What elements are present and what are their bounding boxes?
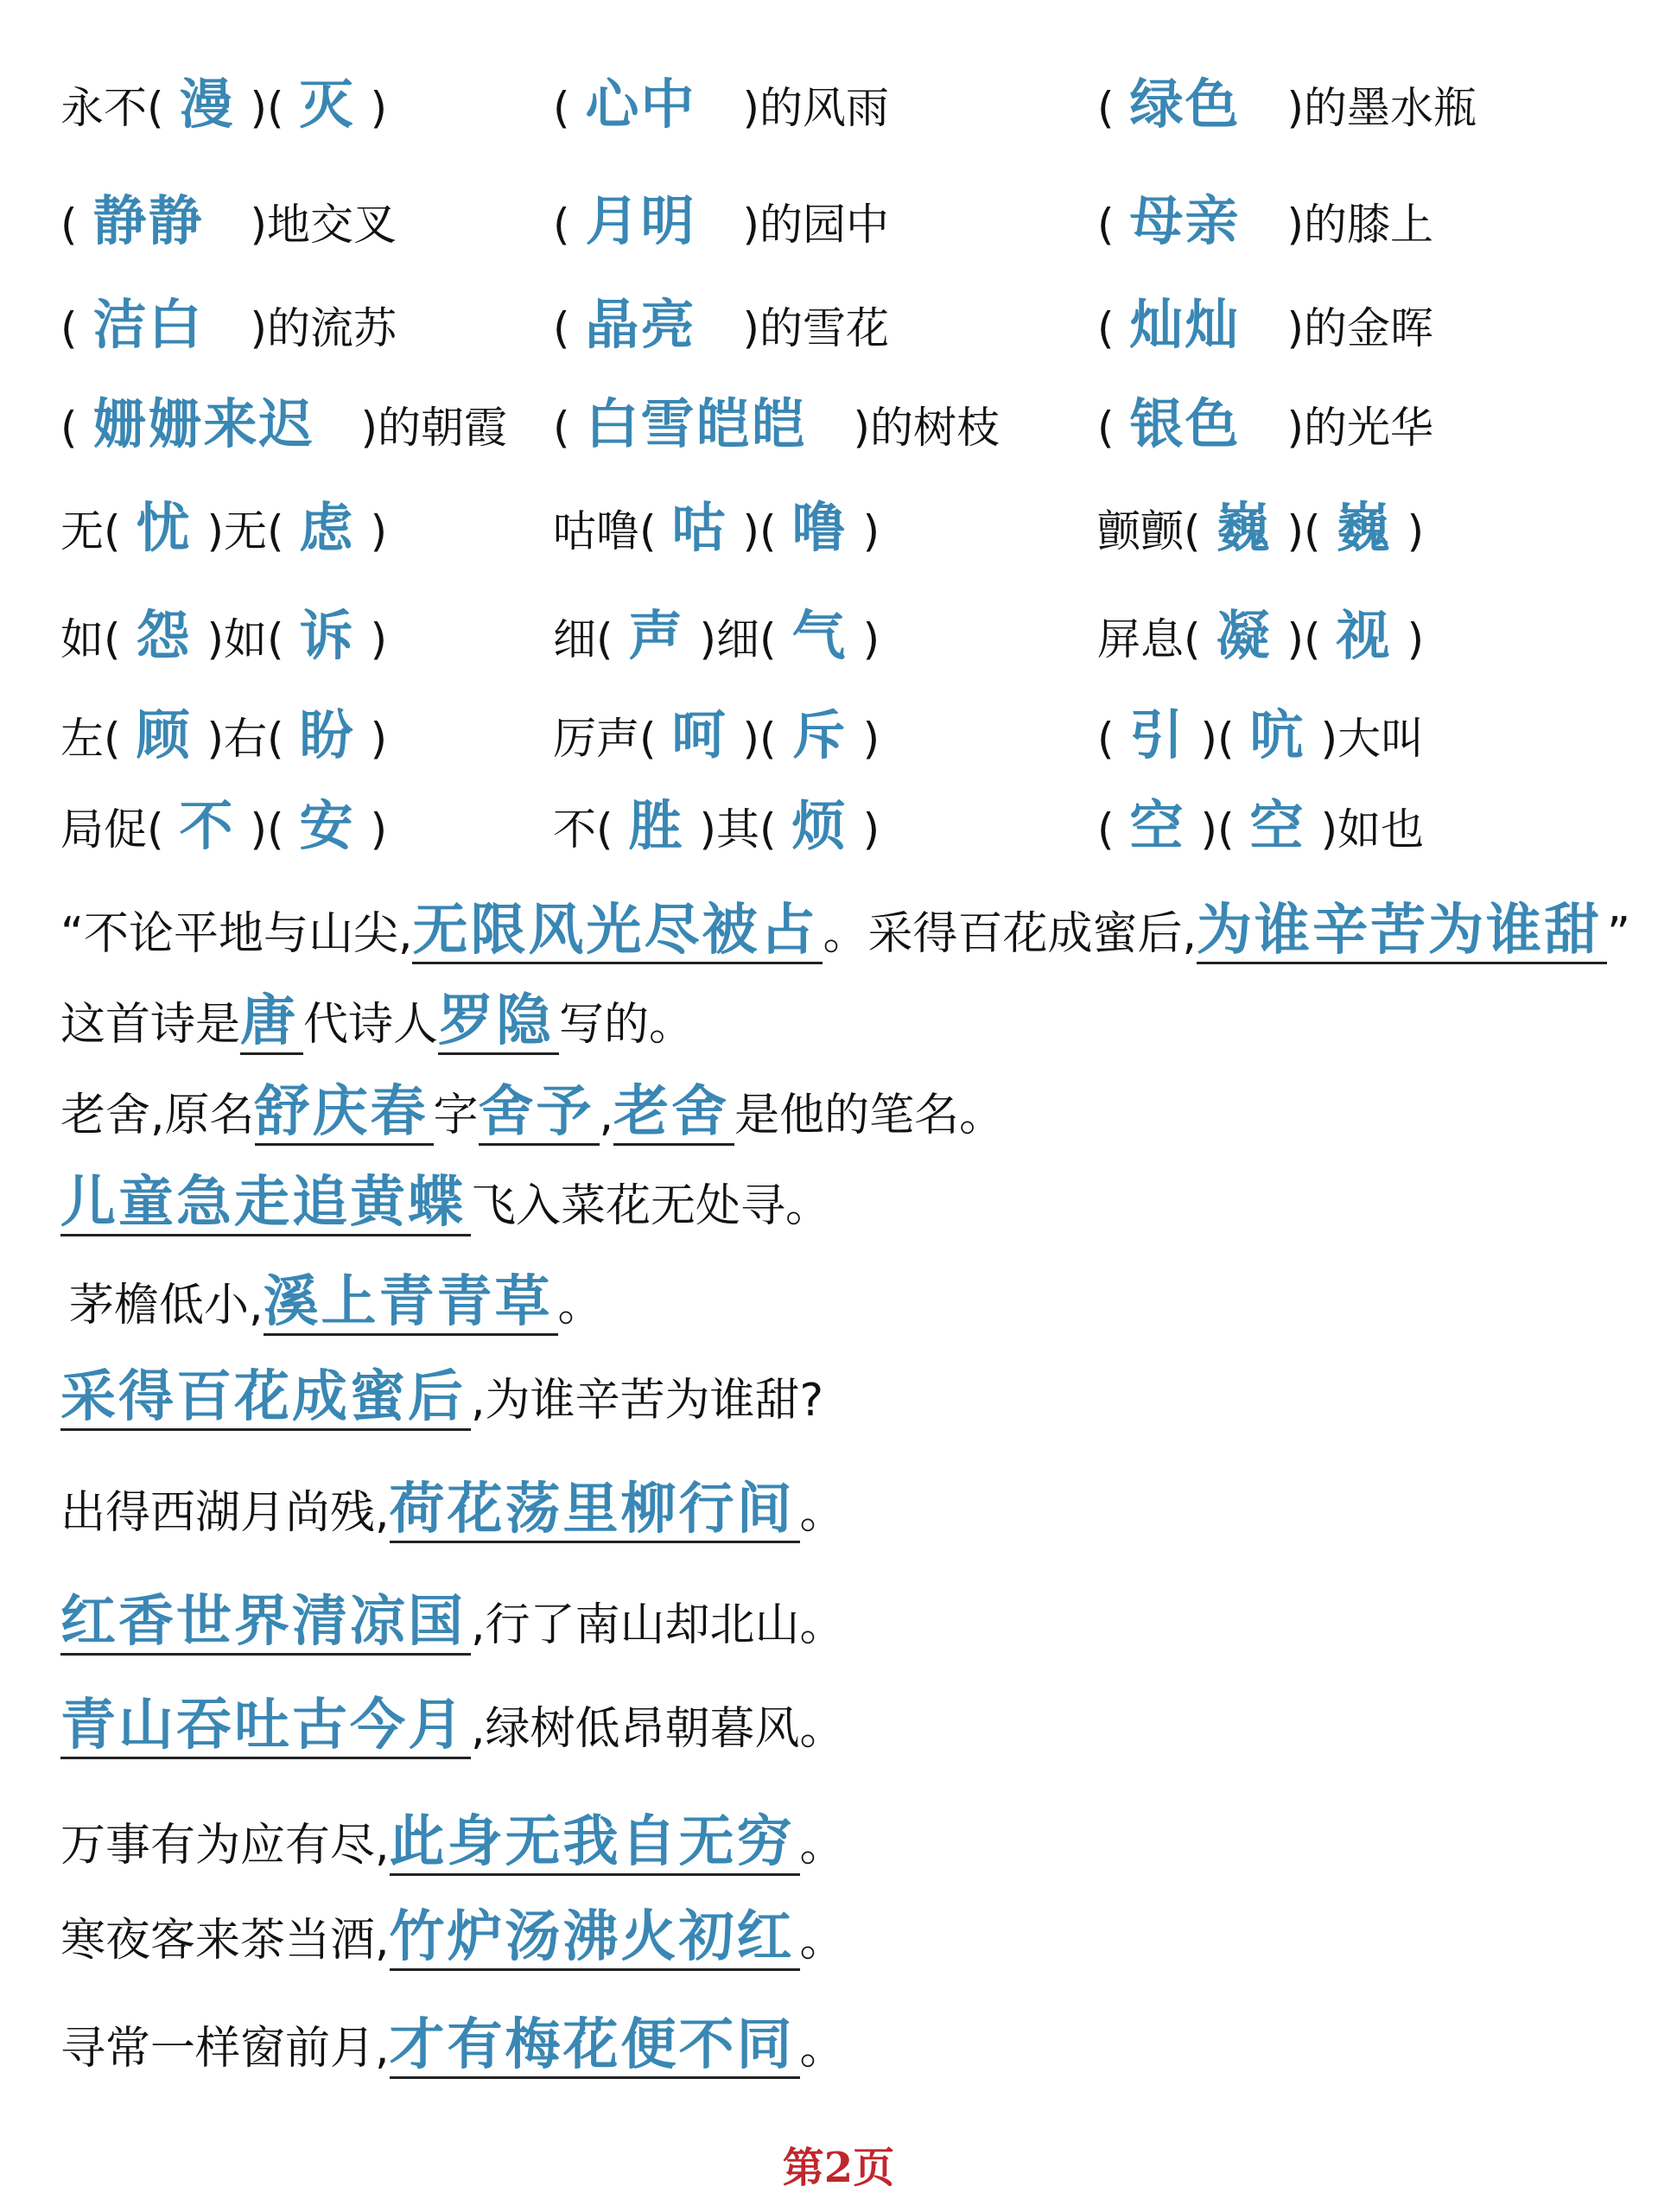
prompt-text: ,为谁辛苦为谁甜? xyxy=(471,1375,824,1427)
prompt-text: 。 xyxy=(799,1487,845,1539)
vocab-item xyxy=(553,496,880,559)
fill-line xyxy=(60,899,1630,964)
prompt-text: ) xyxy=(370,804,388,855)
prompt-text: )如也 xyxy=(1320,804,1425,855)
answer-text: 顾 xyxy=(136,703,192,766)
prompt-text: 厉声( xyxy=(553,714,657,764)
prompt-text: ( xyxy=(60,200,78,250)
prompt-text: 茅檐低小, xyxy=(69,1280,264,1332)
answer-text: 灭 xyxy=(299,73,355,136)
answer-text: 巍 xyxy=(1336,496,1392,559)
prompt-text: 局促( xyxy=(60,804,164,855)
prompt-text: )的金晖 xyxy=(1286,303,1434,353)
prompt-text: )的风雨 xyxy=(742,83,890,133)
prompt-text: 出得西湖月尚残, xyxy=(60,1487,390,1539)
answer-text: 胜 xyxy=(628,794,684,857)
prompt-text: ) xyxy=(862,506,880,556)
prompt-text: ,绿树低昂朝暮风。 xyxy=(471,1703,845,1755)
answer-text: 视 xyxy=(1336,604,1392,667)
fill-line xyxy=(69,1270,603,1336)
prompt-text: )的膝上 xyxy=(1286,200,1434,250)
prompt-text: ( xyxy=(553,303,570,353)
prompt-text: ( xyxy=(1097,303,1115,353)
prompt-text: )的雪花 xyxy=(742,303,890,353)
prompt-text: 。 xyxy=(799,2023,845,2075)
prompt-text: )( xyxy=(1200,714,1235,764)
prompt-text: ) xyxy=(370,614,388,664)
answer-fill: 此身无我自无穷 xyxy=(390,1815,800,1876)
prompt-text: )( xyxy=(250,83,284,133)
answer-text: 母亲 xyxy=(1129,189,1241,252)
answer-text: 空 xyxy=(1249,794,1305,857)
answer-text: 凝 xyxy=(1216,604,1272,667)
prompt-text: ” xyxy=(1607,908,1630,960)
answer-fill: 采得百花成蜜后 xyxy=(60,1370,471,1431)
prompt-text: 飞入菜花无处寻。 xyxy=(471,1180,831,1232)
prompt-text: ) xyxy=(862,804,880,855)
prompt-text: )的树枝 xyxy=(853,403,1000,453)
answer-fill: 儿童急走追黄蝶 xyxy=(60,1175,471,1236)
prompt-text: )( xyxy=(250,804,284,855)
fill-line xyxy=(60,1478,845,1543)
vocab-item xyxy=(553,73,890,136)
prompt-text: 。采得百花成蜜后, xyxy=(823,908,1197,960)
prompt-text: ( xyxy=(1097,714,1115,764)
prompt-text: 寻常一样窗前月, xyxy=(60,2023,390,2075)
vocab-item xyxy=(60,604,388,667)
vocab-item xyxy=(1097,392,1434,455)
prompt-text: ( xyxy=(60,403,78,453)
prompt-text: 是他的笔名。 xyxy=(734,1090,1005,1141)
prompt-text: 永不( xyxy=(60,83,164,133)
vocab-item xyxy=(1097,189,1434,252)
prompt-text: )其( xyxy=(699,804,777,855)
vocab-item xyxy=(60,392,508,455)
prompt-text: ) xyxy=(370,506,388,556)
answer-text: 白雪皑皑 xyxy=(585,392,807,455)
fill-line xyxy=(60,1810,845,1876)
prompt-text: 寒夜客来茶当酒, xyxy=(60,1915,390,1967)
answer-text: 巍 xyxy=(1216,496,1272,559)
prompt-text: ) xyxy=(862,614,880,664)
prompt-text: 无( xyxy=(60,506,121,556)
vocab-item xyxy=(1097,73,1477,136)
vocab-item xyxy=(553,189,890,252)
vocab-item xyxy=(60,293,397,356)
answer-text: 姗姗来迟 xyxy=(92,392,314,455)
prompt-text: 写的。 xyxy=(559,999,695,1051)
prompt-text: )的墨水瓶 xyxy=(1286,83,1477,133)
answer-text: 诉 xyxy=(299,604,355,667)
answer-fill: 溪上青青草 xyxy=(264,1274,558,1336)
answer-text: 不 xyxy=(179,794,235,857)
vocab-item xyxy=(553,293,890,356)
answer-text: 声 xyxy=(628,604,684,667)
prompt-text: )的朝霞 xyxy=(360,403,508,453)
vocab-item xyxy=(1097,496,1425,559)
prompt-text: 。 xyxy=(799,1820,845,1872)
answer-fill: 罗隐 xyxy=(438,994,559,1055)
vocab-item xyxy=(60,73,388,136)
vocab-item xyxy=(553,604,880,667)
prompt-text: ) xyxy=(370,83,388,133)
answer-text: 虑 xyxy=(299,496,355,559)
answer-text: 烦 xyxy=(791,794,848,857)
answer-text: 噜 xyxy=(791,496,848,559)
fill-line xyxy=(60,989,695,1055)
vocab-item xyxy=(1097,604,1425,667)
prompt-text: )无( xyxy=(206,506,284,556)
answer-fill: 老舍 xyxy=(613,1084,734,1146)
answer-text: 空 xyxy=(1129,794,1185,857)
answer-text: 灿灿 xyxy=(1129,293,1241,356)
answer-text: 斥 xyxy=(791,703,848,766)
vocab-item xyxy=(1097,794,1425,857)
prompt-text: 如( xyxy=(60,614,121,664)
prompt-text: )如( xyxy=(206,614,284,664)
prompt-text: 颤颤( xyxy=(1097,506,1201,556)
page-number: 第2页 xyxy=(782,2144,895,2192)
fill-line xyxy=(60,1905,845,1971)
prompt-text: ) xyxy=(862,714,880,764)
prompt-text: ( xyxy=(1097,83,1115,133)
fill-line xyxy=(60,2013,845,2079)
prompt-text: )细( xyxy=(699,614,777,664)
prompt-text: ,行了南山却北山。 xyxy=(471,1599,845,1651)
prompt-text: )右( xyxy=(206,714,284,764)
prompt-text: ( xyxy=(1097,200,1115,250)
prompt-text: 老舍,原名 xyxy=(60,1090,255,1141)
prompt-text: ( xyxy=(553,83,570,133)
answer-text: 绿色 xyxy=(1129,73,1241,136)
prompt-text: ) xyxy=(1407,614,1425,664)
answer-fill: 红香世界清凉国 xyxy=(60,1594,471,1656)
prompt-text: 字 xyxy=(433,1090,479,1141)
prompt-text: 细( xyxy=(553,614,613,664)
prompt-text: )( xyxy=(1200,804,1235,855)
answer-text: 怨 xyxy=(136,604,192,667)
answer-fill: 才有梅花便不同 xyxy=(390,2018,800,2079)
answer-text: 漫 xyxy=(179,73,235,136)
prompt-text: )( xyxy=(742,506,777,556)
prompt-text: 不( xyxy=(553,804,613,855)
answer-text: 安 xyxy=(299,794,355,857)
answer-fill: 青山吞吐古今月 xyxy=(60,1698,471,1759)
vocab-item xyxy=(553,794,880,857)
answer-fill: 为谁辛苦为谁甜 xyxy=(1197,903,1607,964)
answer-text: 静静 xyxy=(92,189,204,252)
vocab-item xyxy=(1097,703,1425,766)
answer-fill: 舒庆春 xyxy=(255,1084,434,1146)
answer-text: 气 xyxy=(791,604,848,667)
prompt-text: )地交叉 xyxy=(250,200,397,250)
prompt-text: )大叫 xyxy=(1320,714,1425,764)
prompt-text: ( xyxy=(1097,403,1115,453)
prompt-text: ( xyxy=(60,303,78,353)
answer-text: 引 xyxy=(1129,703,1185,766)
prompt-text: ) xyxy=(1407,506,1425,556)
prompt-text: ( xyxy=(553,200,570,250)
answer-fill: 无限风光尽被占 xyxy=(412,903,823,964)
prompt-text: )的园中 xyxy=(742,200,890,250)
fill-line xyxy=(60,1590,845,1656)
vocab-item xyxy=(60,189,397,252)
vocab-item xyxy=(60,703,388,766)
prompt-text: 。 xyxy=(799,1915,845,1967)
answer-text: 银色 xyxy=(1129,392,1241,455)
prompt-text: 。 xyxy=(557,1280,603,1332)
prompt-text: )( xyxy=(1286,506,1321,556)
answer-fill: 竹炉汤沸火初红 xyxy=(390,1910,800,1971)
vocab-item xyxy=(60,496,388,559)
fill-line xyxy=(60,1694,845,1759)
answer-text: 呵 xyxy=(671,703,727,766)
prompt-text: “不论平地与山尖, xyxy=(60,908,413,960)
prompt-text: ( xyxy=(553,403,570,453)
answer-text: 心中 xyxy=(585,73,696,136)
answer-text: 忧 xyxy=(136,496,192,559)
prompt-text: )的流苏 xyxy=(250,303,397,353)
vocab-item xyxy=(553,703,880,766)
vocab-item xyxy=(60,794,388,857)
answer-text: 洁白 xyxy=(92,293,204,356)
prompt-text: 屏息( xyxy=(1097,614,1201,664)
answer-text: 吭 xyxy=(1249,703,1305,766)
answer-fill: 舍予 xyxy=(479,1084,600,1146)
prompt-text: , xyxy=(599,1090,614,1141)
prompt-text: 左( xyxy=(60,714,121,764)
prompt-text: 咕噜( xyxy=(553,506,657,556)
prompt-text: )( xyxy=(742,714,777,764)
answer-fill: 荷花荡里柳行间 xyxy=(390,1482,800,1543)
prompt-text: 代诗人 xyxy=(303,999,439,1051)
fill-line xyxy=(60,1171,831,1236)
prompt-text: ( xyxy=(1097,804,1115,855)
answer-text: 咕 xyxy=(671,496,727,559)
prompt-text: 万事有为应有尽, xyxy=(60,1820,390,1872)
prompt-text: )的光华 xyxy=(1286,403,1434,453)
fill-line xyxy=(60,1080,1005,1146)
answer-text: 月明 xyxy=(585,189,696,252)
prompt-text: )( xyxy=(1286,614,1321,664)
answer-text: 盼 xyxy=(299,703,355,766)
prompt-text: 这首诗是 xyxy=(60,999,241,1051)
vocab-item xyxy=(1097,293,1434,356)
answer-text: 晶亮 xyxy=(585,293,696,356)
fill-line xyxy=(60,1365,824,1431)
vocab-item xyxy=(553,392,1000,455)
prompt-text: ) xyxy=(370,714,388,764)
answer-fill: 唐 xyxy=(240,994,303,1055)
